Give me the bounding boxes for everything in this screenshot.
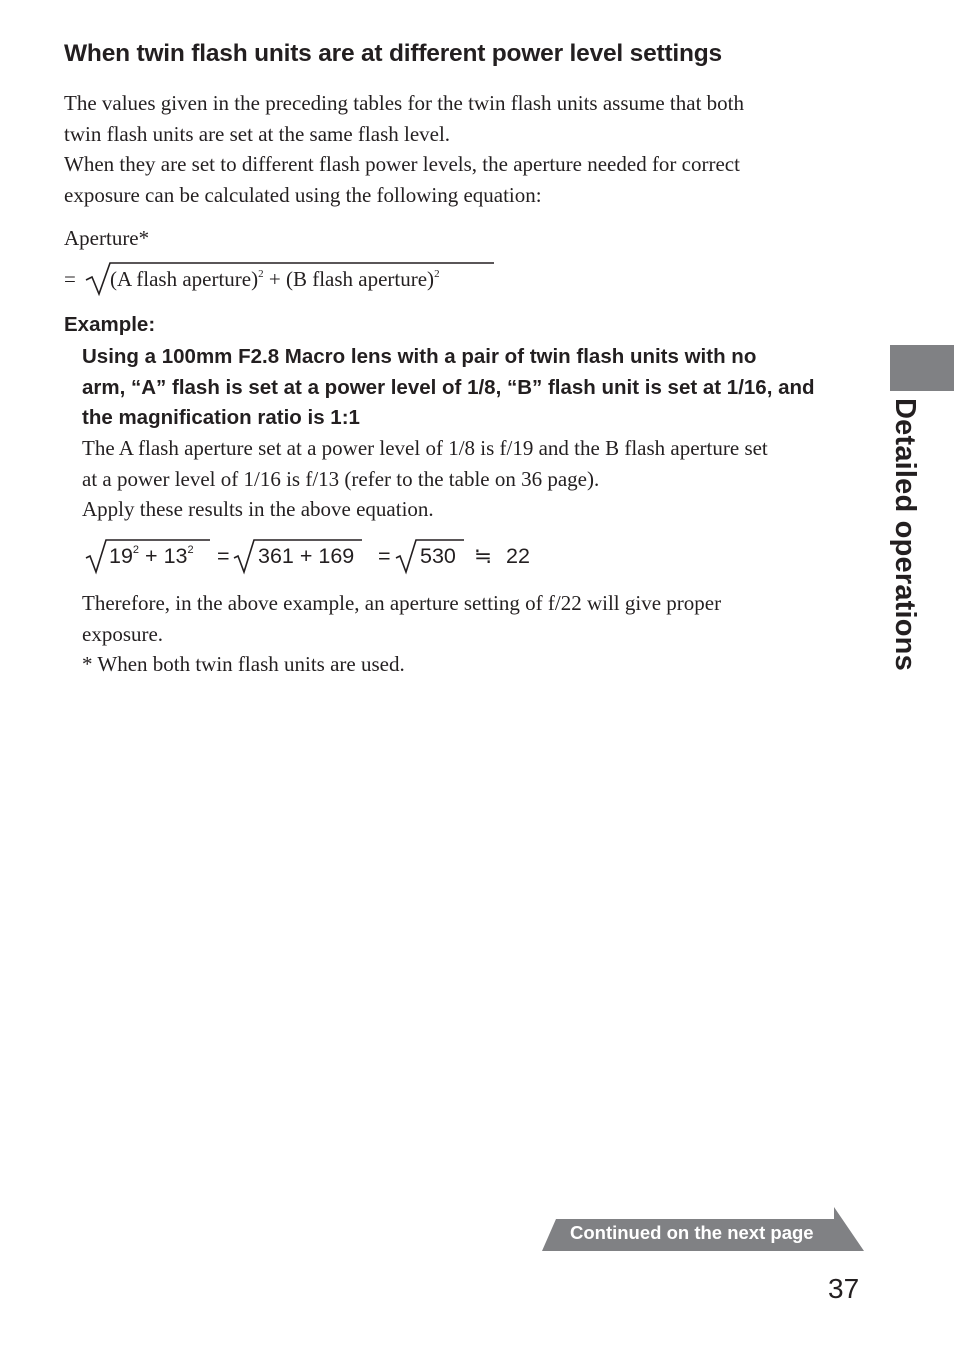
- section-tab-marker: [890, 345, 954, 391]
- intro-line: exposure can be calculated using the following equation:: [64, 182, 542, 207]
- calc-b: 13: [163, 544, 188, 568]
- equation-term-b: + (B flash aperture): [268, 267, 435, 291]
- example-body-line: The A flash aperture set at a power level of 1/8 is f/19 and the B flash aperture set: [82, 436, 768, 460]
- example-body-line: Apply these results in the above equation.: [82, 497, 434, 521]
- exponent: 2: [187, 544, 194, 556]
- result-line: Therefore, in the above example, an aperture setting of f/22 will give proper: [82, 591, 722, 615]
- example-condition-line: arm, “A” flash is set at a power level of 1/8, “B” flash unit is set at 1/16, and: [82, 375, 815, 399]
- continued-label: Continued on the next page: [570, 1222, 814, 1243]
- calc-total: 530: [420, 544, 456, 568]
- exponent: 2: [132, 544, 140, 556]
- calc-equals-sign: =: [378, 544, 391, 568]
- example-body-line: at a power level of 1/16 is f/13 (refer to the table on 36 page).: [82, 466, 600, 491]
- equation-term: [110, 267, 440, 292]
- continued-banner: [542, 1207, 864, 1251]
- intro-line: The values given in the preceding tables for the twin flash units assume that both: [64, 91, 744, 115]
- side-label-text: Detailed operations: [889, 398, 921, 671]
- equation-label: Aperture*: [64, 226, 150, 250]
- calculation-row: [84, 536, 544, 578]
- footnote: * When both twin flash units are used.: [82, 652, 405, 676]
- example-condition: [82, 342, 815, 434]
- calc-result: 22: [506, 544, 530, 568]
- example-condition-line: Using a 100mm F2.8 Macro lens with a pair of twin flash units with no: [82, 345, 757, 368]
- calc-sum: 361 + 169: [258, 544, 355, 568]
- result-paragraph: [82, 588, 721, 680]
- section-heading: When twin flash units are at different power level settings: [64, 40, 722, 67]
- aperture-equation: [64, 258, 524, 298]
- intro-paragraph: [64, 88, 854, 210]
- section-side-label: [888, 398, 928, 688]
- example-condition-line: the magnification ratio is 1:1: [82, 406, 360, 429]
- exponent: 2: [258, 268, 264, 280]
- page-number: 37: [828, 1273, 860, 1304]
- calc-equals-sign: =: [217, 544, 230, 568]
- calc-term-1: [109, 544, 194, 569]
- equation-term-a: (A flash aperture): [110, 267, 259, 291]
- example-label: Example:: [64, 313, 156, 336]
- equation-equals-sign: =: [64, 267, 76, 291]
- exponent: 2: [434, 268, 440, 280]
- intro-line: When they are set to different flash power levels, the aperture needed for correct: [64, 152, 740, 176]
- result-line: exposure.: [82, 621, 164, 646]
- example-explanation: [82, 433, 768, 525]
- approximately-equal-sign: ≒: [474, 544, 493, 568]
- calc-a: 19: [109, 544, 133, 568]
- calc-plus: +: [145, 544, 158, 568]
- intro-line: twin flash units are set at the same flash level.: [64, 121, 451, 146]
